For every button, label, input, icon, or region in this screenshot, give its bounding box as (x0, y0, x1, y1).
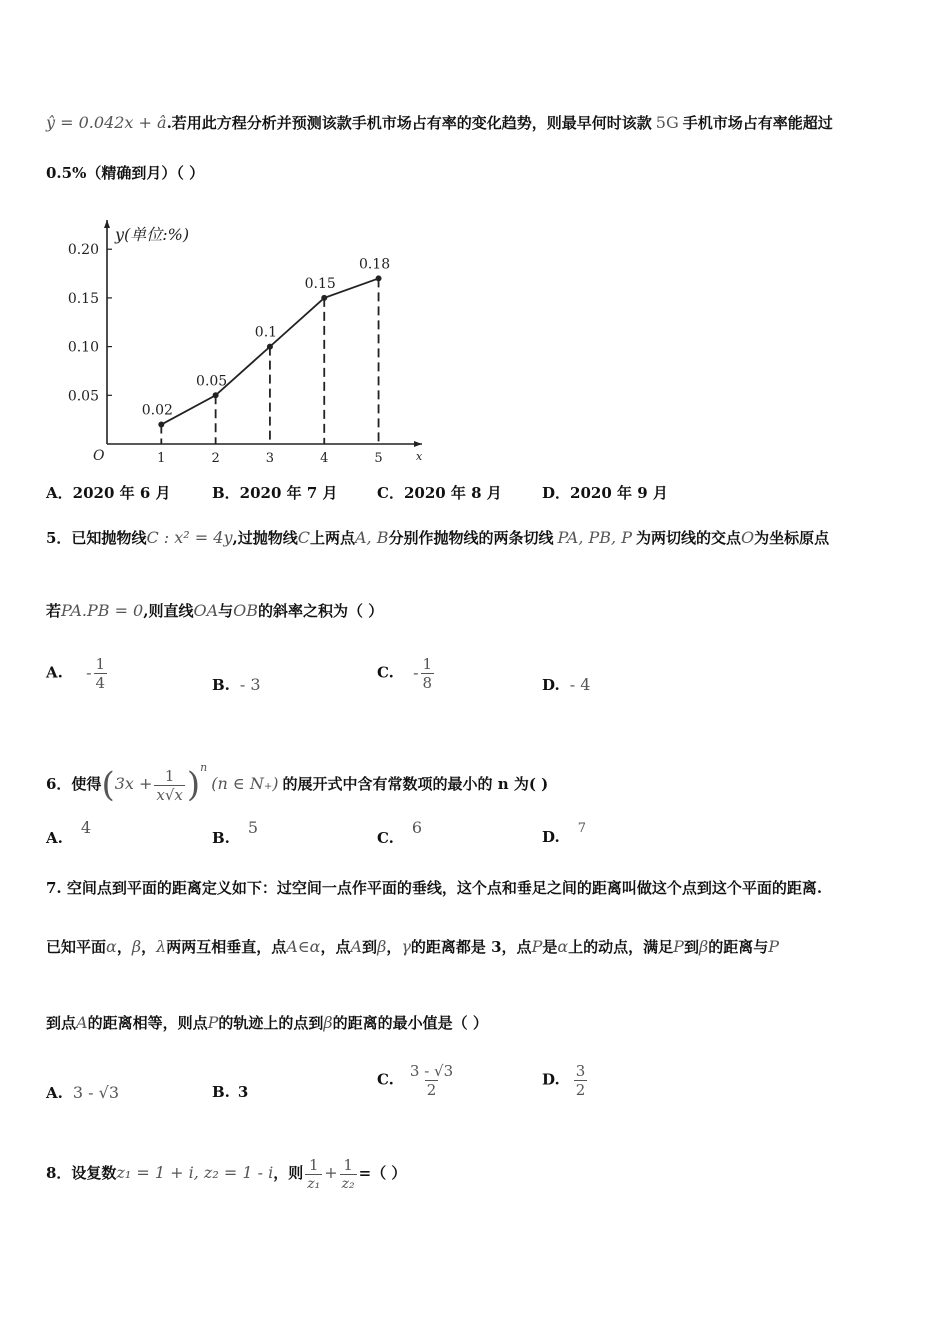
q4-option-c-label: C．2020 年 8 月 (377, 484, 502, 502)
math-p-2: P (673, 937, 684, 956)
data-label: 0.02 (141, 402, 173, 419)
q7-option-a-label: A. (46, 1084, 63, 1102)
math-a-3: A (76, 1013, 88, 1032)
q5-line-1 (46, 527, 910, 549)
q5-option-b-label: B. (212, 676, 230, 694)
q7-text-2h: 到 (683, 938, 699, 956)
q4-option-b[interactable] (212, 482, 338, 503)
q7-option-c-fraction (408, 1062, 455, 1099)
math-beta-3: β (698, 937, 709, 956)
math-alpha: α (106, 937, 117, 956)
q7-option-d-num: 3 (575, 1062, 586, 1080)
q7-comma-2: ， (141, 938, 157, 956)
q4-text-1: .若用此方程分析并预测该款手机市场占有率的变化趋势，则最早何时该款 (166, 114, 652, 132)
q6-option-a-label: A. (46, 829, 63, 847)
data-label: 0.05 (196, 373, 228, 390)
q4-option-d[interactable] (542, 482, 668, 503)
math-alpha-2: α (557, 937, 569, 956)
q7-option-c-den: 2 (426, 1081, 437, 1099)
data-label: 0.1 (254, 324, 278, 341)
q6-exponent: n (200, 761, 208, 774)
q8-frac1-num: 1 (308, 1155, 319, 1174)
q8-frac1-den: z₁ (307, 1175, 321, 1192)
q7-option-b-label: B. (212, 1083, 230, 1101)
y-tick-label: 0.15 (67, 290, 99, 307)
q7-option-d-den: 2 (575, 1081, 586, 1099)
q8-frac2-num: 1 (343, 1155, 353, 1174)
q7-line-3 (46, 1012, 910, 1034)
math-beta-4: β (323, 1013, 333, 1032)
y-axis-arrow (104, 220, 110, 228)
q6-frac-num: 1 (164, 766, 175, 785)
dot-product-eq: PA.PB = 0 (61, 601, 144, 620)
complex-numbers: z₁ = 1 + i, z₂ = 1 - i (116, 1163, 274, 1182)
q7-option-c-num: 3 - √3 (409, 1062, 454, 1080)
q6-text-a: 6．使得 (46, 775, 102, 793)
y-tick-label: 0.05 (67, 388, 99, 405)
x-axis-label: x (416, 450, 423, 463)
y-tick-label: 0.10 (67, 339, 99, 356)
q7-option-d-label: D. (542, 1070, 560, 1089)
math-a-in-alpha: A∈α (286, 937, 321, 956)
q5-option-c-sign: - (413, 662, 419, 682)
q5-option-b[interactable] (212, 675, 261, 694)
q4-option-d-label: D．2020 年 9 月 (542, 484, 668, 502)
q7-comma-3: ， (386, 938, 402, 956)
q8-line-1 (46, 1150, 910, 1196)
q5-option-d[interactable] (542, 675, 590, 694)
q5-option-c-num: 1 (422, 655, 433, 673)
q7-option-c[interactable] (377, 1062, 457, 1099)
q5-option-d-value: - 4 (569, 675, 591, 694)
q6-option-c[interactable] (377, 818, 423, 847)
x-tick-label: 1 (157, 451, 166, 466)
q7-text-2c: ，点 (320, 938, 351, 956)
q4-line-2 (46, 162, 910, 184)
q4-option-a[interactable] (46, 482, 171, 503)
math-ob: OB (233, 601, 259, 620)
q5-option-a-sign: - (86, 662, 92, 682)
x-tick-label: 3 (265, 451, 275, 466)
q7-text-2a: 已知平面 (46, 938, 107, 956)
math-p: P (531, 937, 543, 956)
q7-option-b-value: 3 (237, 1083, 249, 1101)
q7-text-2b: 两两互相垂直，点 (166, 938, 287, 956)
data-label: 0.15 (304, 275, 336, 292)
q6-condition: (n ∈ N₊) (211, 774, 279, 793)
q5-text-j: 的斜率之积为（ ） (258, 602, 384, 620)
q5-option-c[interactable] (377, 655, 436, 692)
q7-option-b[interactable] (212, 1083, 248, 1101)
q7-text-2e: 的距离都是 3，点 (410, 938, 532, 956)
data-label: 0.18 (358, 256, 391, 273)
q4-option-c[interactable] (377, 482, 502, 503)
left-paren: ( (101, 765, 115, 805)
math-oa: OA (193, 601, 219, 620)
parabola-equation: C : x² = 4y (146, 528, 233, 547)
data-point (376, 275, 382, 281)
q5-option-a-den: 4 (95, 674, 106, 692)
q5-option-a-num: 1 (95, 655, 106, 673)
q5-option-c-fraction (421, 655, 435, 692)
math-o: O (741, 528, 755, 547)
q6-option-b-label: B. (212, 829, 230, 847)
x-tick-label: 4 (320, 451, 329, 466)
q8-text-a: 8．设复数 (46, 1164, 117, 1182)
q5-option-a[interactable] (46, 655, 109, 692)
math-a: A (350, 937, 363, 956)
q6-option-d[interactable] (542, 821, 586, 846)
market-share-line-chart (62, 212, 462, 472)
q5-text-d: 分别作抛物线的两条切线 (388, 529, 554, 547)
q6-option-c-label: C. (377, 829, 394, 847)
q8-fraction-2 (340, 1156, 357, 1193)
q5-text-b: ,过抛物线 (232, 529, 298, 547)
q7-text-2g: 上的动点，满足 (568, 938, 674, 956)
q8-fraction-1 (305, 1156, 322, 1193)
x-tick-label: 2 (211, 451, 220, 466)
q7-text-3a: 到点 (46, 1014, 77, 1032)
x-tick-label: 5 (374, 451, 383, 466)
q7-option-d[interactable] (542, 1062, 589, 1099)
q4-line-1 (46, 112, 910, 134)
q7-text-3d: 的距离的最小值是（ ） (332, 1014, 488, 1032)
right-paren: ) (186, 765, 201, 805)
q6-expr-left: 3x + (114, 774, 153, 793)
q5-text-a: 5．已知抛物线 (46, 529, 147, 547)
q5-text-g: 若 (46, 602, 62, 620)
q7-text-1: 7. 空间点到平面的距离定义如下：过空间一点作平面的垂线，这个点和垂足之间的距离叫做这个点到这个平面的距离. (46, 879, 823, 897)
data-point (213, 392, 219, 398)
q6-option-d-value: 7 (577, 821, 586, 836)
y-axis-label: y(单位:%) (115, 225, 190, 244)
q7-line-2 (46, 936, 910, 958)
data-point (321, 295, 327, 301)
data-point (267, 344, 273, 350)
data-point (158, 422, 164, 428)
q6-line-1 (46, 746, 910, 807)
q4-text-1-tail: 手机市场占有率能超过 (682, 114, 833, 132)
q5-text-i: 与 (218, 602, 234, 620)
q7-option-a[interactable] (46, 1083, 119, 1102)
q5-option-c-den: 8 (422, 674, 433, 692)
math-pa-pb-p: PA, PB, P (557, 528, 632, 547)
x-axis-arrow (414, 441, 422, 447)
q5-text-e: 为两切线的交点 (635, 529, 741, 547)
q8-plus: + (324, 1163, 338, 1182)
q6-option-b-value: 5 (247, 818, 259, 837)
math-gamma: γ (401, 937, 411, 956)
math-beta: β (131, 937, 142, 956)
q7-option-a-value: 3 - √3 (72, 1083, 120, 1102)
q5-option-d-label: D. (542, 676, 560, 694)
q5-line-2 (46, 600, 910, 622)
q4-text-2: 0.5%（精确到月）（ ） (46, 164, 205, 182)
q5-option-c-label: C. (377, 663, 394, 682)
q5-option-a-fraction (94, 655, 108, 692)
q8-frac2-den: z₂ (341, 1175, 355, 1192)
y-tick-label: 0.20 (67, 242, 99, 259)
q7-option-c-label: C. (377, 1070, 394, 1089)
q4-option-a-label: A．2020 年 6 月 (46, 484, 171, 502)
q6-option-d-label: D. (542, 828, 560, 846)
q4-option-b-label: B．2020 年 7 月 (212, 484, 338, 502)
q6-option-c-value: 6 (411, 818, 423, 837)
q7-comma-1: ， (116, 938, 132, 956)
term-5g: 5G (655, 113, 679, 132)
q6-frac-den: x√x (156, 785, 183, 804)
q7-text-3c: 的轨迹上的点到 (218, 1014, 324, 1032)
q8-text-c: =（ ） (358, 1164, 407, 1182)
q5-text-f: 为坐标原点 (754, 529, 830, 547)
q7-text-2f: 是 (542, 938, 558, 956)
q5-text-c: 上两点 (309, 529, 355, 547)
q7-text-2i: 的距离与 (708, 938, 769, 956)
math-lambda: λ (156, 937, 167, 956)
q6-option-a-value: 4 (80, 818, 92, 837)
q7-text-3b: 的距离相等，则点 (87, 1014, 208, 1032)
q5-option-b-value: - 3 (239, 675, 261, 694)
math-beta-2: β (377, 937, 387, 956)
q8-text-b: ，则 (273, 1164, 304, 1182)
origin-label: O (93, 448, 105, 464)
regression-equation: ŷ = 0.042x + â (46, 113, 167, 132)
q6-option-b[interactable] (212, 818, 259, 847)
q7-text-2d: 到 (362, 938, 378, 956)
math-p-4: P (207, 1013, 219, 1032)
q7-line-1 (46, 877, 910, 899)
math-c: C (297, 528, 310, 547)
q6-option-a[interactable] (46, 818, 92, 847)
q6-fraction (154, 767, 184, 804)
q5-text-h: ,则直线 (143, 602, 194, 620)
q5-option-a-label: A. (46, 663, 63, 682)
math-ab: A, B (355, 528, 389, 547)
q6-text-b: 的展开式中含有常数项的最小的 n 为( ) (282, 775, 549, 793)
math-p-3: P (768, 937, 779, 956)
q7-option-d-fraction (574, 1062, 588, 1099)
